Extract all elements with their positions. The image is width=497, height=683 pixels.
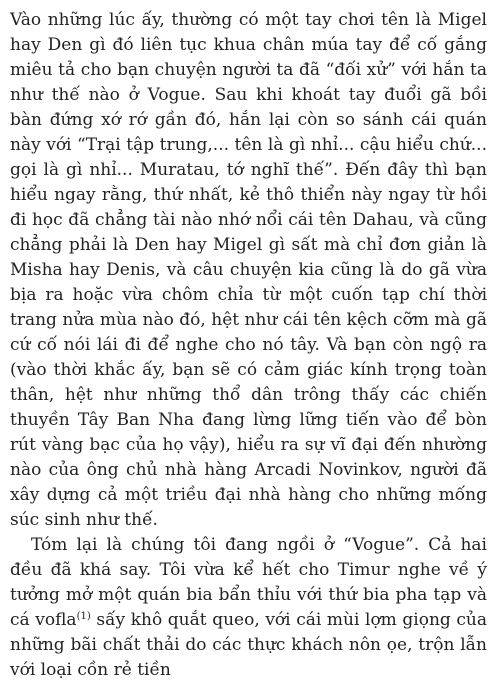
paragraph-2-text-start: Tóm lại là chúng tôi đang ngồi ở “Vogue”. Cả hai đều đã khá say. Tôi vừa kể hết cho Timur nghe về ý tưởng mở một quán bia bẩn thỉu với thứ bia pha tạp và cá vofla [10,535,487,630]
book-page [10,8,487,683]
paragraph-2 [10,533,487,683]
footnote-marker: (1) [76,611,91,622]
paragraph-2-text-end: sấy khô quắt queo, với cái mùi lợm giọng của những bãi chất thải do các thực khách nôn ọe, trộn lẫn với loại cồn rẻ tiền [10,610,487,680]
paragraph-1: Vào những lúc ấy, thường có một tay chơi tên là Migel hay Den gì đó liên tục khua chân múa tay để cố gắng miêu tả cho bạn chuyện người ta đã “đối xử” với hắn ta như thế nào ở Vogue. Sau khi khoát tay đuổi gã bồi bàn đứng xớ rớ gần đó, hắn lại còn so sánh cái quán này với “Trại tập trung,... tên là gì nhỉ... cậu hiểu chứ... gọi là gì nhỉ... Muratau, tớ nghĩ thế”. Đến đây thì bạn hiểu ngay rằng, thứ nhất, kẻ thô thiển này ngay từ hồi đi học đã chẳng tài nào nhớ nổi cái tên Dahau, và cũng chẳng phải là Den hay Migel gì sất mà chỉ đơn giản là Misha hay Denis, và câu chuyện kia cũng là do gã vừa bịa ra hoặc vừa chôm chỉa từ một cuốn tạp chí thời trang nửa mùa nào đó, hệt như cái tên kệch cỡm mà gã cứ cố nói lái đi để nghe cho nó tây. Và bạn còn ngộ ra (vào thời khắc ấy, bạn sẽ có cảm giác kính trọng toàn thân, hệt như những thổ dân trông thấy các chiến thuyền Tây Ban Nha đang lừng lững tiến vào để bòn rút vàng bạc của họ vậy), hiểu ra sự vĩ đại đến nhường nào của ông chủ nhà hàng Arcadi Novinkov, người đã xây dựng cả một triều đại nhà hàng cho những mống súc sinh như thế. [10,10,487,530]
